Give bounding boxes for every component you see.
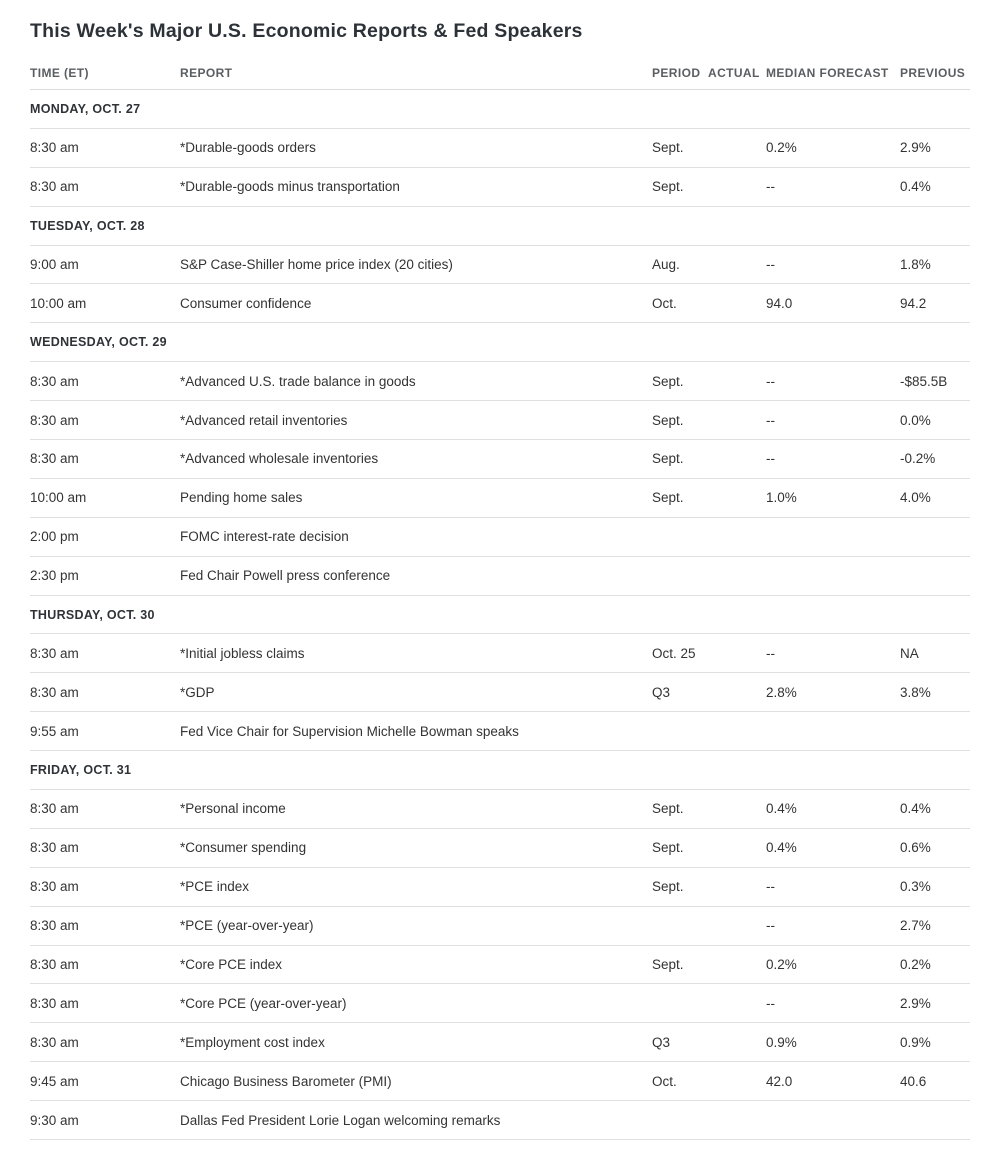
cell-time: 2:00 pm xyxy=(30,529,79,545)
cell-report: S&P Case-Shiller home price index (20 cities) xyxy=(180,257,453,272)
cell-median-forecast: -- xyxy=(766,412,775,428)
cell-report: *Advanced wholesale inventories xyxy=(180,451,379,467)
cell-period: Oct. xyxy=(652,295,677,311)
column-header-median-forecast: MEDIAN FORECAST xyxy=(766,66,889,80)
cell-time: 8:30 am xyxy=(30,957,79,973)
cell-time: 8:30 am xyxy=(30,918,79,934)
cell-period: Sept. xyxy=(652,140,684,156)
column-header-actual: ACTUAL xyxy=(708,66,760,80)
cell-time: 9:55 am xyxy=(30,723,79,739)
cell-period: Oct. 25 xyxy=(652,645,696,661)
cell-previous: -0.2% xyxy=(900,451,936,467)
cell-report: Pending home sales xyxy=(180,490,303,506)
table-row xyxy=(30,984,970,1023)
column-header-time: TIME (ET) xyxy=(30,66,89,80)
cell-median-forecast: -- xyxy=(766,451,775,467)
cell-report: *GDP xyxy=(180,684,215,700)
cell-median-forecast: -- xyxy=(766,373,775,389)
cell-previous: 2.9% xyxy=(900,995,931,1011)
cell-median-forecast: -- xyxy=(766,257,775,272)
cell-report: *Advanced retail inventories xyxy=(180,412,348,428)
table-row xyxy=(30,946,970,985)
cell-report: *Durable-goods minus transportation xyxy=(180,179,400,195)
table-row xyxy=(30,518,970,557)
cell-median-forecast: 0.2% xyxy=(766,957,797,973)
cell-median-forecast: -- xyxy=(766,879,775,895)
cell-report: Chicago Business Barometer (PMI) xyxy=(180,1073,392,1089)
cell-previous: 0.0% xyxy=(900,412,931,428)
section-label: MONDAY, OCT. 27 xyxy=(30,101,141,116)
cell-period: Sept. xyxy=(652,840,684,856)
cell-period: Sept. xyxy=(652,179,684,195)
cell-period: Oct. xyxy=(652,1073,677,1089)
page-container xyxy=(0,19,970,1140)
cell-report: Consumer confidence xyxy=(180,295,312,311)
cell-report: *Advanced U.S. trade balance in goods xyxy=(180,373,416,389)
cell-period: Sept. xyxy=(652,451,684,467)
cell-period: Sept. xyxy=(652,957,684,973)
cell-report: *Consumer spending xyxy=(180,840,307,856)
cell-report: Fed Chair Powell press conference xyxy=(180,568,391,584)
table-row xyxy=(30,284,970,323)
cell-time: 8:30 am xyxy=(30,645,79,661)
table-row xyxy=(30,790,970,829)
cell-period: Sept. xyxy=(652,879,684,895)
cell-period: Sept. xyxy=(652,801,684,817)
cell-previous: 2.7% xyxy=(900,918,931,934)
cell-report: *Employment cost index xyxy=(180,1034,325,1050)
cell-period: Aug. xyxy=(652,257,680,272)
cell-time: 8:30 am xyxy=(30,684,79,700)
table-row xyxy=(30,673,970,712)
cell-previous: 2.9% xyxy=(900,140,931,156)
table-row xyxy=(30,634,970,673)
table-row xyxy=(30,557,970,596)
cell-median-forecast: -- xyxy=(766,918,775,934)
table-row xyxy=(30,479,970,518)
cell-previous: 40.6 xyxy=(900,1073,927,1089)
column-header-previous: PREVIOUS xyxy=(900,66,966,80)
cell-previous: 0.2% xyxy=(900,957,931,973)
cell-previous: 3.8% xyxy=(900,684,931,700)
table-row xyxy=(30,440,970,479)
cell-time: 8:30 am xyxy=(30,879,79,895)
cell-report: FOMC interest-rate decision xyxy=(180,529,349,545)
cell-time: 9:30 am xyxy=(30,1112,79,1128)
cell-time: 10:00 am xyxy=(30,490,87,506)
cell-period: Q3 xyxy=(652,684,671,700)
economic-reports-table xyxy=(30,43,970,1140)
page-title: This Week's Major U.S. Economic Reports & Fed Speakers xyxy=(30,20,583,42)
section-row xyxy=(30,596,970,635)
cell-time: 8:30 am xyxy=(30,801,79,817)
cell-report: *Durable-goods orders xyxy=(180,140,316,156)
cell-previous: 94.2 xyxy=(900,295,927,311)
cell-period: Q3 xyxy=(652,1034,671,1050)
cell-median-forecast: 2.8% xyxy=(766,684,797,700)
table-row xyxy=(30,168,970,207)
table-row xyxy=(30,129,970,168)
cell-report: *Core PCE index xyxy=(180,957,283,973)
column-header-row xyxy=(30,43,970,90)
section-label: THURSDAY, OCT. 30 xyxy=(30,607,155,622)
cell-median-forecast: 94.0 xyxy=(766,295,793,311)
cell-previous: 0.4% xyxy=(900,801,931,817)
cell-time: 8:30 am xyxy=(30,373,79,389)
cell-median-forecast: 0.4% xyxy=(766,840,797,856)
table-row xyxy=(30,246,970,285)
cell-previous: 0.9% xyxy=(900,1034,931,1050)
cell-time: 8:30 am xyxy=(30,412,79,428)
section-row xyxy=(30,207,970,246)
cell-time: 9:00 am xyxy=(30,257,79,272)
column-header-report: REPORT xyxy=(180,66,233,80)
cell-median-forecast: 1.0% xyxy=(766,490,797,506)
table-row xyxy=(30,1062,970,1101)
cell-report: Fed Vice Chair for Supervision Michelle Bowman speaks xyxy=(180,723,519,739)
cell-previous: -$85.5B xyxy=(900,373,948,389)
cell-time: 9:45 am xyxy=(30,1073,79,1089)
table-row xyxy=(30,362,970,401)
cell-time: 8:30 am xyxy=(30,179,79,195)
cell-median-forecast: -- xyxy=(766,645,775,661)
table-row xyxy=(30,1023,970,1062)
cell-previous: 1.8% xyxy=(900,257,931,272)
column-header-period: PERIOD xyxy=(652,66,701,80)
section-row xyxy=(30,751,970,790)
cell-median-forecast: -- xyxy=(766,179,775,195)
cell-previous: NA xyxy=(900,645,919,661)
table-row xyxy=(30,868,970,907)
table-row xyxy=(30,401,970,440)
cell-median-forecast: -- xyxy=(766,995,775,1011)
cell-time: 8:30 am xyxy=(30,1034,79,1050)
table-row xyxy=(30,829,970,868)
cell-period: Sept. xyxy=(652,412,684,428)
cell-report: *PCE index xyxy=(180,879,250,895)
cell-report: *Personal income xyxy=(180,801,286,817)
cell-median-forecast: 42.0 xyxy=(766,1073,793,1089)
cell-report: *Initial jobless claims xyxy=(180,645,305,661)
cell-previous: 0.3% xyxy=(900,879,931,895)
cell-report: *Core PCE (year-over-year) xyxy=(180,995,347,1011)
section-row xyxy=(30,90,970,129)
cell-time: 8:30 am xyxy=(30,995,79,1011)
section-label: FRIDAY, OCT. 31 xyxy=(30,763,132,778)
table-body xyxy=(30,90,970,1140)
cell-time: 2:30 pm xyxy=(30,568,79,584)
cell-previous: 0.6% xyxy=(900,840,931,856)
table-row xyxy=(30,1101,970,1140)
cell-previous: 4.0% xyxy=(900,490,931,506)
cell-time: 8:30 am xyxy=(30,451,79,467)
cell-median-forecast: 0.9% xyxy=(766,1034,797,1050)
cell-period: Sept. xyxy=(652,490,684,506)
cell-period: Sept. xyxy=(652,373,684,389)
cell-report: Dallas Fed President Lorie Logan welcoming remarks xyxy=(180,1112,501,1128)
table-row xyxy=(30,907,970,946)
cell-median-forecast: 0.2% xyxy=(766,140,797,156)
cell-time: 8:30 am xyxy=(30,840,79,856)
cell-time: 8:30 am xyxy=(30,140,79,156)
section-label: WEDNESDAY, OCT. 29 xyxy=(30,335,167,350)
cell-time: 10:00 am xyxy=(30,295,87,311)
table-row xyxy=(30,712,970,751)
section-label: TUESDAY, OCT. 28 xyxy=(30,218,145,233)
cell-report: *PCE (year-over-year) xyxy=(180,918,314,934)
section-row xyxy=(30,323,970,362)
cell-previous: 0.4% xyxy=(900,179,931,195)
cell-median-forecast: 0.4% xyxy=(766,801,797,817)
